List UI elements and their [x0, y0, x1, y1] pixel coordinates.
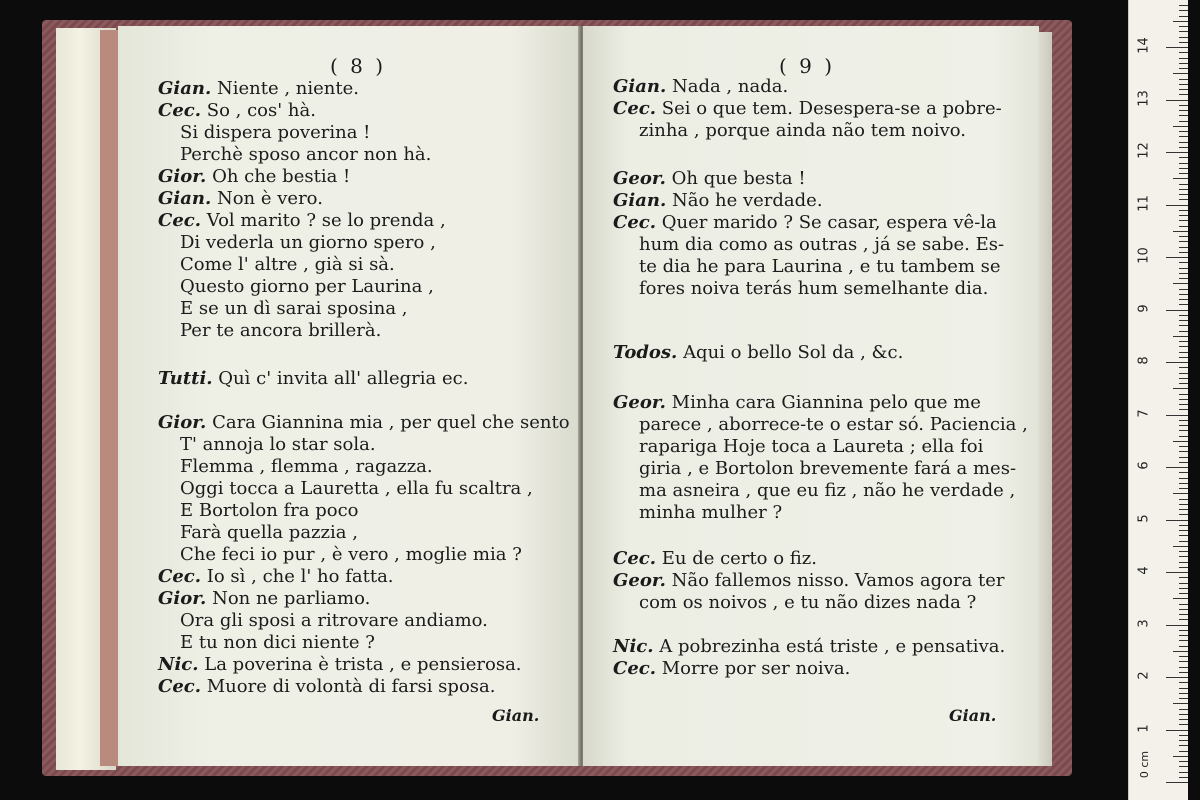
ruler-tick	[1179, 325, 1188, 326]
speaker-label: Nic.	[613, 636, 654, 657]
ruler-number: 10	[1136, 247, 1152, 264]
ruler-tick	[1179, 131, 1188, 132]
speaker-label: Gian.	[613, 190, 667, 211]
ruler-tick	[1179, 299, 1188, 300]
ruler-tick	[1173, 546, 1188, 547]
line-text: Vol marito ? se lo prenda ,	[206, 210, 446, 231]
speaker-label: Todos.	[613, 342, 678, 363]
ruler-tick	[1166, 520, 1188, 521]
ruler-tick	[1179, 262, 1188, 263]
line-text: Minha cara Giannina pelo que me	[671, 392, 981, 413]
text-line	[180, 122, 370, 144]
ruler-tick	[1179, 772, 1188, 773]
line-text: La poverina è trista , e pensierosa.	[204, 654, 522, 675]
page-number: ( 8 )	[330, 54, 387, 78]
ruler-tick	[1173, 703, 1188, 704]
text-line	[613, 168, 806, 190]
text-line	[158, 676, 495, 698]
ruler-tick	[1179, 619, 1188, 620]
text-line	[180, 298, 408, 320]
ruler-tick	[1179, 378, 1188, 379]
ruler-tick	[1179, 226, 1188, 227]
text-line	[180, 320, 381, 342]
text-line	[639, 502, 782, 524]
ruler-tick	[1179, 766, 1188, 767]
ruler-tick	[1179, 646, 1188, 647]
ruler-tick	[1179, 525, 1188, 526]
line-text: Sei o que tem. Desespera-se a pobre-	[661, 98, 1002, 119]
ruler-tick	[1179, 268, 1188, 269]
ruler-tick	[1179, 10, 1188, 11]
speaker-label: Gian.	[613, 76, 667, 97]
text-line	[613, 76, 788, 98]
line-text: E se un dì sarai sposina ,	[180, 298, 408, 319]
line-text: Come l' altre , già si sà.	[180, 254, 395, 275]
ruler-tick	[1179, 341, 1188, 342]
ruler-tick	[1173, 231, 1188, 232]
ruler-tick	[1179, 667, 1188, 668]
text-line	[613, 548, 817, 570]
line-text: Quer marido ? Se casar, espera vê-la	[661, 212, 997, 233]
speaker-label: Gian.	[158, 78, 212, 99]
ruler-tick	[1179, 194, 1188, 195]
text-line	[158, 100, 316, 122]
ruler-tick	[1179, 698, 1188, 699]
ruler-tick	[1179, 556, 1188, 557]
text-line	[180, 522, 358, 544]
text-line	[180, 254, 395, 276]
ruler-tick	[1173, 21, 1188, 22]
speaker-label: Cec.	[613, 212, 657, 233]
text-line	[158, 368, 468, 390]
ruler-tick	[1179, 236, 1188, 237]
left-page	[118, 26, 580, 766]
ruler-tick	[1179, 367, 1188, 368]
line-text: Quì c' invita all' allegria ec.	[218, 368, 469, 389]
ruler-tick	[1166, 677, 1188, 678]
line-text: E Bortolon fra poco	[180, 500, 359, 521]
line-text: com os noivos , e tu não dizes nada ?	[639, 592, 977, 613]
ruler-tick	[1173, 441, 1188, 442]
ruler-tick	[1166, 47, 1188, 48]
speaker-label: Cec.	[613, 658, 657, 679]
text-line	[613, 98, 1002, 120]
ruler-tick	[1179, 745, 1188, 746]
ruler-number: 7	[1136, 408, 1152, 418]
line-text: Aqui o bello Sol da , &c.	[683, 342, 904, 363]
ruler-tick	[1179, 89, 1188, 90]
ruler-tick	[1166, 467, 1188, 468]
ruler-tick	[1179, 656, 1188, 657]
ruler-tick	[1179, 241, 1188, 242]
page-number: ( 9 )	[779, 54, 836, 78]
line-text: fores noiva terás hum semelhante dia.	[639, 278, 989, 299]
ruler-tick	[1179, 189, 1188, 190]
ruler-tick	[1166, 205, 1188, 206]
ruler-tick	[1179, 273, 1188, 274]
line-text: Farà quella pazzia ,	[180, 522, 358, 543]
ruler-tick	[1179, 640, 1188, 641]
ruler-tick	[1179, 630, 1188, 631]
ruler-number: 8	[1136, 356, 1152, 365]
line-text: So , cos' hà.	[206, 100, 316, 121]
text-line	[613, 212, 997, 234]
ruler-tick	[1179, 436, 1188, 437]
ruler-tick	[1179, 215, 1188, 216]
line-text: parece , aborrece-te o estar só. Paciencia ,	[639, 414, 1028, 435]
speaker-label: Gian.	[158, 188, 212, 209]
ruler-tick	[1179, 84, 1188, 85]
line-text: Questo giorno per Laurina ,	[180, 276, 434, 297]
line-text: Eu de certo o fiz.	[661, 548, 817, 569]
ruler-tick	[1179, 210, 1188, 211]
ruler-tick	[1179, 751, 1188, 752]
ruler-tick	[1179, 352, 1188, 353]
catchword: Gian.	[949, 706, 997, 725]
text-line	[639, 256, 1001, 278]
ruler-tick	[1179, 373, 1188, 374]
line-text: Morre por ser noiva.	[661, 658, 851, 679]
ruler-tick	[1179, 530, 1188, 531]
ruler-tick	[1179, 478, 1188, 479]
text-line	[158, 188, 323, 210]
ruler-tick	[1179, 420, 1188, 421]
text-line	[613, 636, 1005, 658]
ruler-tick	[1173, 336, 1188, 337]
page-fore-edge	[1038, 32, 1052, 766]
text-line	[613, 190, 823, 212]
ruler-tick	[1179, 184, 1188, 185]
ruler-tick	[1179, 163, 1188, 164]
ruler-tick	[1179, 719, 1188, 720]
text-line	[180, 500, 359, 522]
ruler-tick	[1166, 782, 1188, 783]
ruler-tick	[1179, 488, 1188, 489]
line-text: Per te ancora brillerà.	[180, 320, 382, 341]
ruler-tick	[1179, 26, 1188, 27]
ruler-tick	[1173, 493, 1188, 494]
ruler-tick	[1179, 173, 1188, 174]
line-text: te dia he para Laurina , e tu tambem se	[639, 256, 1001, 277]
ruler-tick	[1173, 756, 1188, 757]
ruler-tick	[1179, 761, 1188, 762]
line-text: zinha , porque ainda não tem noivo.	[639, 120, 966, 141]
ruler-number: 12	[1136, 142, 1152, 159]
line-text: Che feci io pur , è vero , moglie mia ?	[180, 544, 522, 565]
speaker-label: Cec.	[158, 100, 202, 121]
ruler-tick	[1179, 604, 1188, 605]
ruler-tick	[1179, 661, 1188, 662]
ruler-tick	[1179, 457, 1188, 458]
ruler-tick	[1179, 514, 1188, 515]
text-line	[180, 632, 375, 654]
ruler-tick	[1179, 682, 1188, 683]
ruler-tick	[1179, 409, 1188, 410]
line-text: hum dia como as outras , já se sabe. Es-	[639, 234, 1005, 255]
ruler-tick	[1179, 509, 1188, 510]
ruler-tick	[1166, 362, 1188, 363]
ruler-tick	[1179, 609, 1188, 610]
ruler-tick	[1179, 252, 1188, 253]
line-text: A pobrezinha está triste , e pensativa.	[659, 636, 1006, 657]
line-text: Io sì , che l' ho fatta.	[206, 566, 394, 587]
ruler-tick	[1179, 16, 1188, 17]
line-text: Si dispera poverina !	[180, 122, 371, 143]
ruler-tick	[1179, 451, 1188, 452]
ruler-tick	[1179, 499, 1188, 500]
ruler-tick	[1179, 5, 1188, 6]
line-text: Não he verdade.	[671, 190, 823, 211]
ruler-tick	[1179, 278, 1188, 279]
ruler-tick	[1179, 383, 1188, 384]
ruler-tick	[1179, 294, 1188, 295]
line-text: Muore di volontà di farsi sposa.	[206, 676, 496, 697]
ruler-tick	[1179, 588, 1188, 589]
text-line	[639, 592, 976, 614]
ruler-tick	[1179, 430, 1188, 431]
ruler-tick	[1179, 688, 1188, 689]
text-line	[613, 342, 903, 364]
text-line	[158, 210, 446, 232]
ruler-tick	[1179, 472, 1188, 473]
ruler-number: 6	[1136, 461, 1152, 470]
text-line	[613, 570, 1005, 592]
ruler-tick	[1179, 614, 1188, 615]
ruler-tick	[1179, 446, 1188, 447]
text-line	[639, 278, 988, 300]
text-line	[158, 588, 370, 610]
ruler-tick	[1173, 178, 1188, 179]
speaker-label: Cec.	[158, 566, 202, 587]
speaker-label: Cec.	[158, 676, 202, 697]
ruler-tick	[1179, 37, 1188, 38]
ruler-tick	[1179, 357, 1188, 358]
ruler-tick	[1179, 331, 1188, 332]
ruler-tick	[1179, 115, 1188, 116]
line-text: rapariga Hoje toca a Laureta ; ella foi	[639, 436, 984, 457]
text-line	[180, 276, 434, 298]
line-text: Não fallemos nisso. Vamos agora ter	[671, 570, 1005, 591]
text-line	[180, 144, 431, 166]
ruler-tick	[1173, 283, 1188, 284]
ruler-tick	[1179, 714, 1188, 715]
ruler-tick	[1179, 31, 1188, 32]
ruler-number: 2	[1136, 671, 1152, 680]
speaker-label: Gior.	[158, 166, 207, 187]
ruler-tick	[1179, 147, 1188, 148]
text-line	[180, 456, 433, 478]
speaker-label: Geor.	[613, 570, 666, 591]
speaker-label: Gior.	[158, 412, 207, 433]
line-text: Flemma , flemma , ragazza.	[180, 456, 433, 477]
ruler-tick	[1179, 315, 1188, 316]
right-page	[583, 26, 1039, 766]
text-line	[180, 544, 522, 566]
ruler-tick	[1179, 567, 1188, 568]
ruler-tick	[1179, 724, 1188, 725]
speaker-label: Cec.	[158, 210, 202, 231]
text-line	[158, 566, 394, 588]
ruler-tick	[1179, 541, 1188, 542]
text-line	[639, 120, 966, 142]
line-text: Di vederla un giorno spero ,	[180, 232, 436, 253]
text-line	[639, 414, 1028, 436]
line-text: giria , e Bortolon brevemente fará a mes-	[639, 458, 1017, 479]
ruler-number: 3	[1136, 618, 1152, 628]
ruler-tick	[1179, 483, 1188, 484]
text-line	[180, 478, 533, 500]
ruler-tick	[1179, 289, 1188, 290]
ruler-tick	[1166, 152, 1188, 153]
ruler-tick	[1179, 735, 1188, 736]
ruler-tick	[1166, 572, 1188, 573]
line-text: Non è vero.	[216, 188, 323, 209]
ruler-tick	[1179, 58, 1188, 59]
ruler-tick	[1179, 247, 1188, 248]
ruler-number: 14	[1136, 37, 1152, 54]
line-text: Oggi tocca a Lauretta , ella fu scaltra ,	[180, 478, 533, 499]
ruler-tick	[1179, 404, 1188, 405]
ruler-tick	[1179, 168, 1188, 169]
line-text: Oh che bestia !	[212, 166, 351, 187]
ruler-tick	[1179, 740, 1188, 741]
ruler-tick	[1173, 651, 1188, 652]
text-line	[639, 458, 1016, 480]
ruler-tick	[1179, 42, 1188, 43]
line-text: ma asneira , que eu fiz , não he verdade ,	[639, 480, 1016, 501]
line-text: Perchè sposo ancor non hà.	[180, 144, 432, 165]
ruler-tick	[1166, 625, 1188, 626]
ruler-tick	[1179, 304, 1188, 305]
ruler-tick	[1173, 388, 1188, 389]
ruler-tick	[1179, 551, 1188, 552]
ruler-tick	[1179, 199, 1188, 200]
line-text: Nada , nada.	[671, 76, 789, 97]
text-line	[639, 480, 1015, 502]
ruler-tick	[1179, 320, 1188, 321]
line-text: Oh que besta !	[671, 168, 806, 189]
ruler-tick	[1179, 577, 1188, 578]
ruler-tick	[1179, 399, 1188, 400]
ruler-tick	[1179, 709, 1188, 710]
ruler-tick	[1166, 100, 1188, 101]
text-line	[158, 412, 570, 434]
speaker-label: Tutti.	[158, 368, 213, 389]
ruler-tick	[1173, 126, 1188, 127]
ruler-tick	[1179, 462, 1188, 463]
ruler-number: 9	[1136, 303, 1152, 313]
line-text: T' annoja lo star sola.	[180, 434, 376, 455]
ruler-tick	[1179, 68, 1188, 69]
ruler-tick	[1179, 504, 1188, 505]
catchword: Gian.	[492, 706, 540, 725]
speaker-label: Geor.	[613, 392, 666, 413]
ruler-tick	[1179, 583, 1188, 584]
ruler-tick	[1166, 310, 1188, 311]
ruler-tick	[1179, 777, 1188, 778]
ruler-tick	[1179, 142, 1188, 143]
ruler-tick	[1173, 73, 1188, 74]
speaker-label: Gior.	[158, 588, 207, 609]
speaker-label: Nic.	[158, 654, 199, 675]
ruler-tick	[1179, 121, 1188, 122]
text-line	[639, 436, 983, 458]
ruler-tick	[1179, 672, 1188, 673]
ruler-tick	[1166, 257, 1188, 258]
ruler-tick	[1179, 562, 1188, 563]
ruler-tick	[1179, 635, 1188, 636]
ruler-number: 5	[1136, 513, 1152, 523]
speaker-label: Cec.	[613, 98, 657, 119]
text-line	[158, 166, 350, 188]
ruler-tick	[1179, 110, 1188, 111]
text-line	[180, 434, 376, 456]
text-line	[613, 658, 850, 680]
ruler-tick	[1179, 346, 1188, 347]
line-text: Cara Giannina mia , per quel che sento	[212, 412, 570, 433]
text-line	[639, 234, 1004, 256]
ruler-tick	[1179, 94, 1188, 95]
line-text: Niente , niente.	[216, 78, 359, 99]
ruler-tick	[1179, 136, 1188, 137]
ruler-tick	[1179, 157, 1188, 158]
ruler-number: 4	[1136, 566, 1152, 575]
ruler-tick	[1179, 105, 1188, 106]
ruler-tick	[1166, 415, 1188, 416]
ruler-number: 13	[1136, 89, 1152, 107]
ruler-tick	[1179, 394, 1188, 395]
ruler-tick	[1179, 79, 1188, 80]
speaker-label: Geor.	[613, 168, 666, 189]
ruler-tick	[1179, 52, 1188, 53]
line-text: Non ne parliamo.	[212, 588, 371, 609]
ruler-number: 11	[1136, 194, 1152, 212]
ruler-tick	[1179, 220, 1188, 221]
speaker-label: Cec.	[613, 548, 657, 569]
text-line	[613, 392, 981, 414]
text-line	[158, 78, 359, 100]
ruler-tick	[1173, 598, 1188, 599]
ruler-tick	[1179, 693, 1188, 694]
text-line	[180, 232, 436, 254]
ruler-tick	[1179, 425, 1188, 426]
ruler-number: 1	[1136, 723, 1152, 733]
text-line	[180, 610, 488, 632]
ruler-tick	[1179, 535, 1188, 536]
line-text: Ora gli sposi a ritrovare andiamo.	[180, 610, 488, 631]
ruler-tick	[1166, 730, 1188, 731]
ruler-tick	[1179, 593, 1188, 594]
line-text: E tu non dici niente ?	[180, 632, 375, 653]
ruler-tick	[1179, 63, 1188, 64]
text-line	[158, 654, 522, 676]
measurement-ruler	[1128, 0, 1188, 800]
line-text: minha mulher ?	[639, 502, 783, 523]
ruler-unit-label: 0 cm	[1138, 750, 1152, 779]
